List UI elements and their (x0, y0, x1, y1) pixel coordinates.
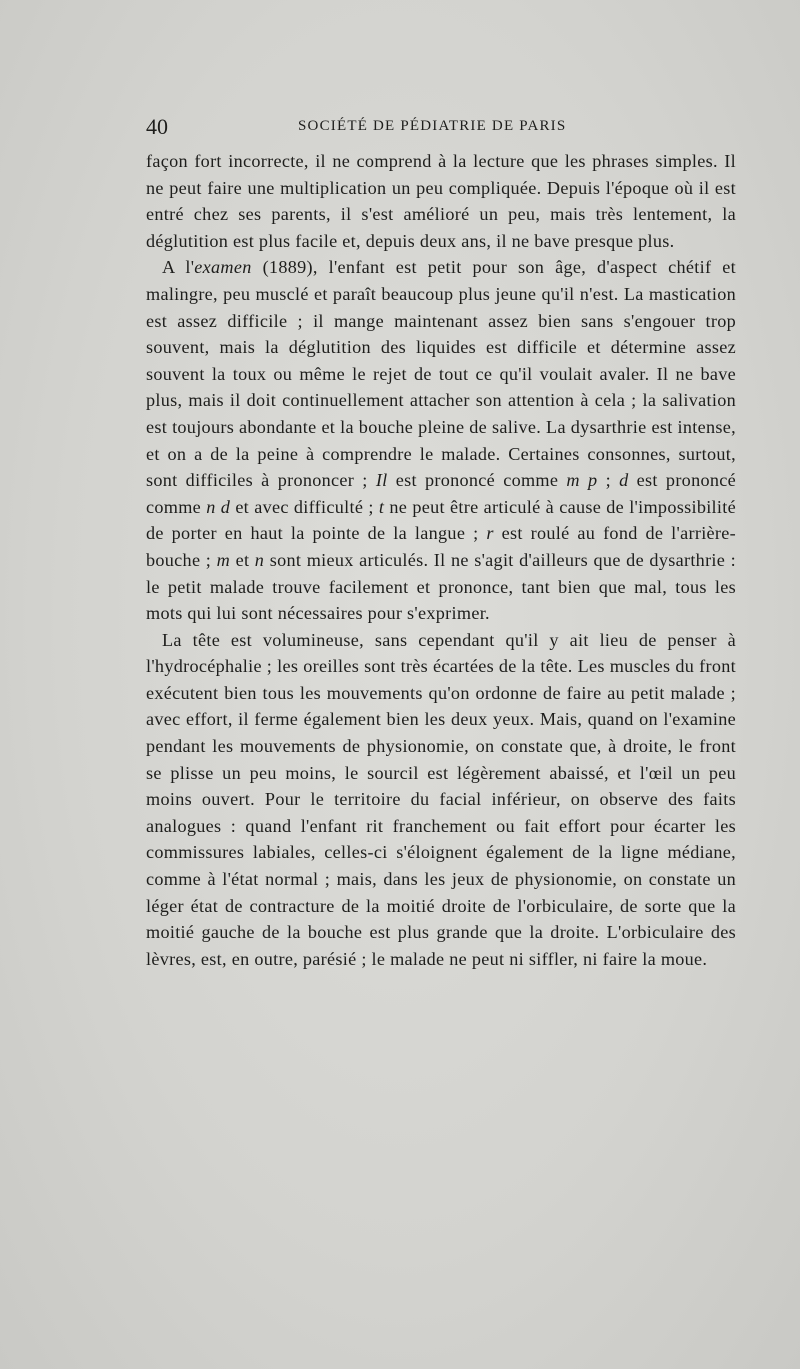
italic-text: t (378, 496, 385, 517)
italic-text: Il (375, 470, 388, 491)
text-run: A l' (162, 257, 195, 278)
italic-text: n (254, 549, 265, 570)
body-text (146, 148, 736, 972)
paragraph (146, 254, 736, 626)
text-run: est prononcé comme (146, 470, 737, 517)
page-header (146, 114, 736, 144)
italic-text: r (486, 523, 494, 544)
page-number: 40 (146, 114, 168, 139)
paragraph (146, 627, 736, 973)
italic-text: d (619, 470, 629, 491)
text-run: (1889), l'enfant est petit pour son âge, d'aspect chétif et malingre, peu musclé et paraît beaucoup plus jeune qu'il n'est. La mastication est assez difficile ; il mange maintenant assez bien sans s'engouer trop souvent, mais la déglutition des liquides est difficile et détermine assez souvent la toux ou même le rejet de tout ce qu'il voulait avaler. Il ne bave plus, mais il doit continuellement attacher son attention à cela ; la salivation est toujours abondante et la bouche pleine de salive. La dysarthrie est intense, et on a de la peine à comprendre le malade. Certaines consonnes, surtout, sont difficiles à prononcer ; (146, 257, 736, 491)
text-run: façon fort incorrecte, il ne comprend à la lecture que les phrases simples. Il ne peut faire une multiplication un peu compliquée. Depuis l'époque où il est entré chez ses parents, il s'est amélioré un peu, mais très lentement, la déglutition est plus facile et, depuis deux ans, il ne bave presque plus. (146, 151, 736, 251)
running-title: SOCIÉTÉ DE PÉDIATRIE DE PARIS (298, 118, 567, 134)
text-run: et (230, 549, 255, 570)
text-run: et avec difficulté ; (230, 496, 379, 517)
italic-text: m (216, 549, 231, 570)
italic-text: m p (566, 470, 598, 491)
italic-text: examen (194, 257, 252, 278)
text-run: sont mieux articulés. Il ne s'agit d'ailleurs que de dysarthrie : le petit malade trouve facilement et prononce, tant bien que mal, tous les mots qui lui sont nécessaires pour s'exprimer. (146, 549, 736, 624)
text-run: ne peut être articulé à cause de l'impossibilité de porter en haut la pointe de la langue ; (146, 496, 736, 544)
text-run: La tête est volumineuse, sans cependant qu'il y ait lieu de penser à l'hydrocéphalie ; les oreilles sont très écartées de la tête. Les muscles du front exécutent bien tous les mouvements qu'on ordonne de faire au petit malade ; avec effort, il ferme également bien les deux yeux. Mais, quand on l'examine pendant les mouvements de physionomie, on constate que, à droite, le front se plisse un peu moins, le sourcil est légèrement abaissé, et l'œil un peu moins ouvert. Pour le territoire du facial inférieur, on observe des faits analogues : quand l'enfant rit franchement ou fait effort pour écarter les commissures labiales, celles-ci s'éloignent également de la ligne médiane, comme à l'état normal ; mais, dans les jeux de physionomie, on constate un léger état de contracture de la moitié droite de l'orbiculaire, de sorte que la moitié gauche de la bouche est plus grande que la droite. L'orbiculaire des lèvres, est, en outre, parésié ; le malade ne peut ni siffler, ni faire la moue. (146, 629, 736, 969)
italic-text: n d (206, 496, 231, 517)
text-run: est roulé au fond de l'arrière-bouche ; (146, 523, 736, 570)
paragraph (146, 148, 736, 254)
text-run: ; (597, 470, 620, 491)
text-run: est prononcé comme (387, 470, 567, 491)
